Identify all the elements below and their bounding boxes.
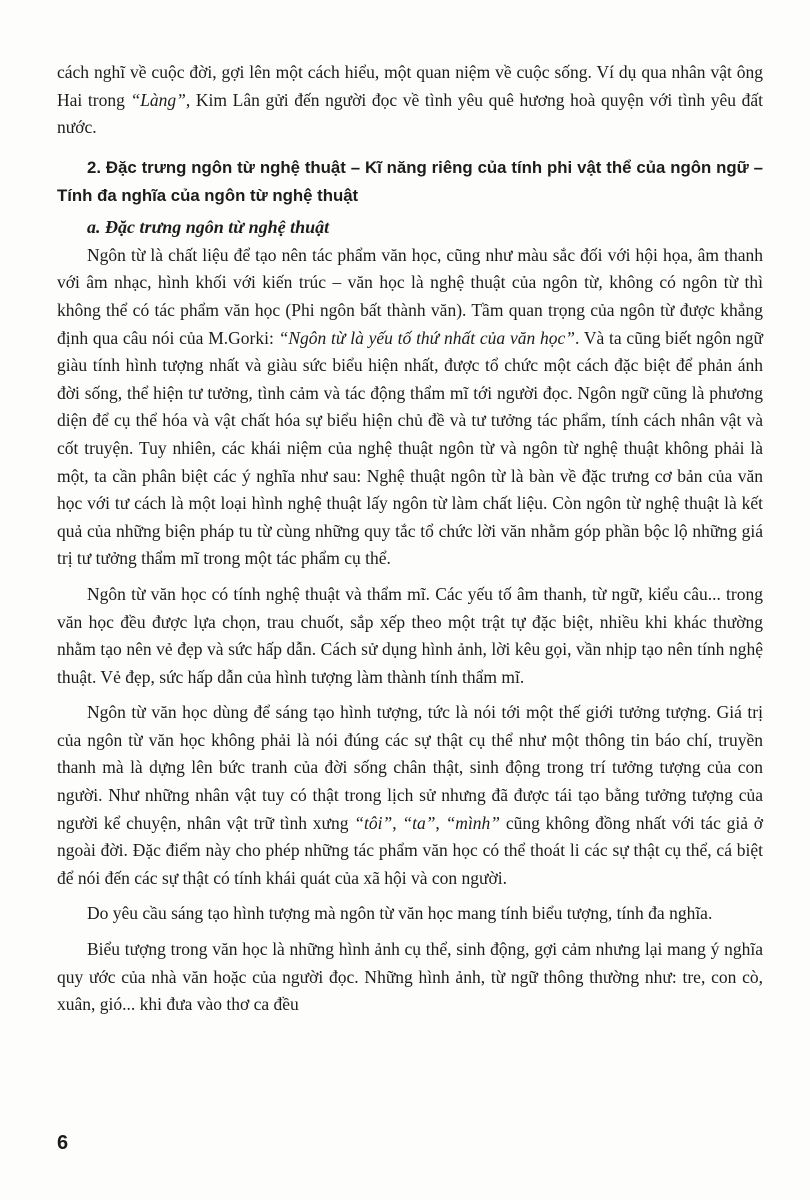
separator: ,	[392, 812, 403, 833]
intro-text: cách nghĩ về cuộc đời, gợi lên một cách hiểu, một quan niệm về cuộc sống. Ví dụ qua nhân vật ông Hai trong	[57, 62, 763, 110]
pronoun-toi: “tôi”	[354, 812, 393, 833]
intro-text-end: , Kim Lân gửi đến người đọc về tình yêu quê hương hoà quyện với tình yêu đất nước.	[57, 89, 763, 138]
page-body	[57, 59, 763, 1019]
paragraph-2: Ngôn từ văn học có tính nghệ thuật và thẩm mĩ. Các yếu tố âm thanh, từ ngữ, kiểu câu... trong văn học đều được lựa chọn, trau chuốt, sắp xếp theo một trật tự đặc biệt, nhiều khi khác thường nhằm tạo nên vẻ đẹp và sức hấp dẫn. Cách sử dụng hình ảnh, lời kêu gọi, vần nhịp tạo nên tính nghệ thuật. Vẻ đẹp, sức hấp dẫn của hình tượng làm thành tính thẩm mĩ.	[57, 583, 763, 687]
paragraph-1-text-end: . Và ta cũng biết ngôn ngữ giàu tính hình tượng nhất và giàu sức biểu hiện nhất, được tổ chức một cách đặc biệt để phản ánh đời sống, thể hiện tư tưởng, tình cảm và tác động thẩm mĩ tới người đọc. Ngôn ngữ cũng là phương diện để cụ thể hóa và vật chất hóa sự biểu hiện chủ đề và tư tưởng tác phẩm, tính cách nhân vật và cốt truyện. Tuy nhiên, các khái niệm của nghệ thuật ngôn từ và ngôn từ nghệ thuật không phải là một, ta cần phân biệt các ý nghĩa như sau: Nghệ thuật ngôn từ là bàn về đặc trưng cơ bản của văn học với tư cách là một loại hình nghệ thuật lấy ngôn từ làm chất liệu. Còn ngôn từ nghệ thuật là kết quả của những biện pháp tu từ cùng những quy tắc tổ chức lời văn nhằm góp phần bộc lộ những giá trị tư tưởng thẩm mĩ trong một tác phẩm cụ thể.	[57, 327, 764, 569]
page-number: 6	[57, 1132, 69, 1154]
gorki-quote: “Ngôn từ là yếu tố thứ nhất của văn học”	[278, 327, 575, 348]
subsection-heading: a. Đặc trưng ngôn từ nghệ thuật	[87, 216, 330, 237]
paragraph-3	[57, 699, 763, 892]
paragraph-3-text: Ngôn từ văn học dùng để sáng tạo hình tượng, tức là nói tới một thế giới tưởng tượng. Giá trị của ngôn từ văn học không phải là nói đúng các sự thật cụ thể như một thông tin báo chí, truyền thanh mà là dựng lên bức tranh của đời sống chân thật, sinh động trong trí tưởng tượng của con người. Như những nhân vật tuy có thật trong lịch sử nhưng đã được tái tạo bằng tưởng tượng của người kể chuyện, nhân vật trữ tình xưng	[57, 702, 763, 833]
paragraph-3-text-end: cũng không đồng nhất với tác giả ở ngoài đời. Đặc điểm này cho phép những tác phẩm văn học có thể thoát li các sự thật cụ thể, cá biệt để nói đến các sự thật có tính khái quát của xã hội và con người.	[57, 812, 764, 888]
pronoun-ta: “ta”	[402, 812, 436, 833]
intro-paragraph	[57, 59, 763, 142]
paragraph-4: Do yêu cầu sáng tạo hình tượng mà ngôn từ văn học mang tính biểu tượng, tính đa nghĩa.	[87, 903, 713, 924]
intro-quote: “Làng”	[130, 89, 186, 110]
pronoun-minh: “mình”	[445, 812, 501, 833]
paragraph-5: Biểu tượng trong văn học là những hình ảnh cụ thể, sinh động, gợi cảm nhưng lại mang ý nghĩa quy ước của nhà văn hoặc của người đọc. Những hình ảnh, từ ngữ thông thường như: tre, con cò, xuân, gió... khi đưa vào thơ ca đều	[57, 939, 763, 1015]
section-heading: 2. Đặc trưng ngôn từ nghệ thuật – Kĩ năng riêng của tính phi vật thể của ngôn ngữ – Tính đa nghĩa của ngôn từ nghệ thuật	[57, 157, 763, 205]
separator: ,	[435, 812, 446, 833]
paragraph-1	[57, 242, 763, 573]
paragraph-1-text: Ngôn từ là chất liệu để tạo nên tác phẩm văn học, cũng như màu sắc đối với hội họa, âm thanh với âm nhạc, hình khối với kiến trúc – văn học là nghệ thuật của ngôn từ, không có ngôn từ thì không thể có tác phẩm văn học (Phi ngôn bất thành văn). Tầm quan trọng của ngôn từ được khẳng định qua câu nói của M.Gorki:	[57, 244, 763, 348]
